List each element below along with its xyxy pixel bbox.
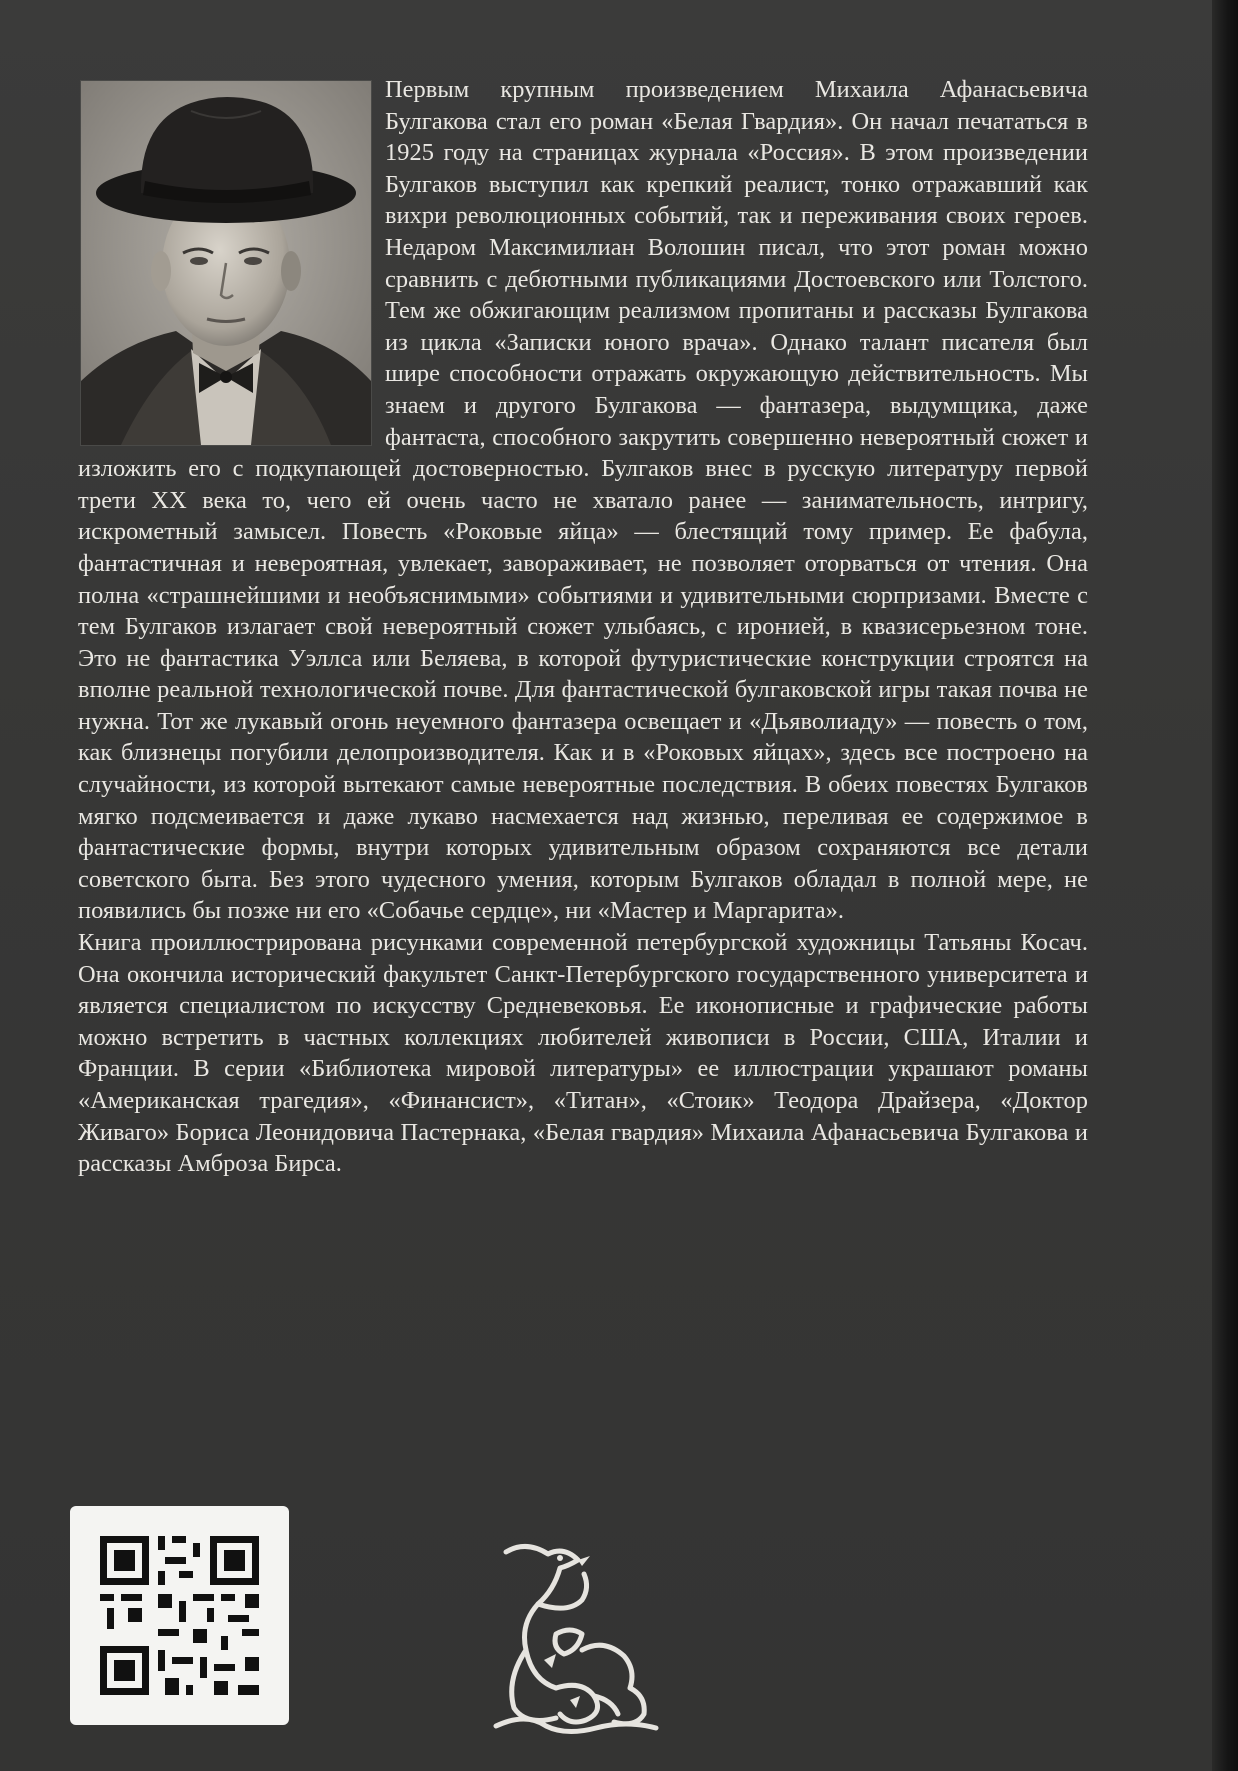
dragon-logo-icon [486, 1530, 666, 1740]
book-edge [1212, 0, 1238, 1771]
qr-code-icon [70, 1506, 289, 1725]
paragraph-1: Первым крупным произведением Михаила Афанасьевича Булгакова стал его роман «Белая Гвардия». Он начал печататься в 1925 году на страницах журнала «Россия». В этом произведении Булгаков выступил как крепкий реалист, тонко отражавший как вихри революционных событий, так и переживания своих героев. Недаром Максимилиан Волошин писал, что этот роман можно сравнить с дебютными публикациями Достоевского или Толстого. Тем же обжигающим реализмом пропитаны и рассказы Булгакова из цикла «Записки юного врача». Однако талант писателя был шире способности отражать окружающую действительность. Мы знаем и другого Булгакова — фантазера, выдумщика, даже фантаста, способного закрутить совершенно невероятный сюжет и изложить его с подкупающей достоверностью. Булгаков внес в русскую литературу первой трети XX века то, чего ей очень часто не хватало ранее — занимательность, интригу, искрометный замысел. Повесть «Роковые яйца» — блестящий тому пример. Ее фабула, фантастичная и невероятная, увлекает, завораживает, не позволяет оторваться от чтения. Она полна «страшнейшими и необъяснимыми» событиями и удивительными сюрпризами. Вместе с тем Булгаков излагает свой невероятный сюжет улыбаясь, с иронией, в квазисерьезном тоне. Это не фантастика Уэллса или Беляева, в которой футуристические конструкции строятся на вполне реальной технологической почве. Для фантастической булгаковской игры такая почва не нужна. Тот же лукавый огонь неуемного фантазера освещает и «Дьяволиаду» — повесть о том, как близнецы погубили делопроизводителя. Как и в «Роковых яйцах», здесь все построено на случайности, из которой вытекают самые невероятные последствия. В обеих повестях Булгаков мягко подсмеивается и даже лукаво насмехается над жизнью, переливая ее содержимое в фантастические формы, внутри которых удивительным образом сохраняются все детали советского быта. Без этого чудесного умения, которым Булгаков обладал в полной мере, не появились бы позже ни его «Собачье сердце», ни «Мастер и Маргарита». [78, 76, 1088, 925]
annotation-text [78, 74, 1088, 1180]
paragraph-2: Книга проиллюстрирована рисунками современной петербургской художницы Татьяны Косач. Она окончила исторический факультет Санкт-Петербургского государственного университета и является специалистом по искусству Средневековья. Ее иконописные и графические работы можно встретить в частных коллекциях любителей живописи в России, США, Италии и Франции. В серии «Библиотека мировой литературы» ее иллюстрации украшают романы «Американская трагедия», «Финансист», «Титан», «Стоик» Теодора Драйзера, «Доктор Живаго» Бориса Леонидовича Пастернака, «Белая гвардия» Михаила Афанасьевича Булгакова и рассказы Амброза Бирса. [78, 929, 1088, 1178]
qr-code [70, 1506, 289, 1725]
publisher-logo [486, 1530, 666, 1740]
portrait-spacer [78, 74, 385, 452]
